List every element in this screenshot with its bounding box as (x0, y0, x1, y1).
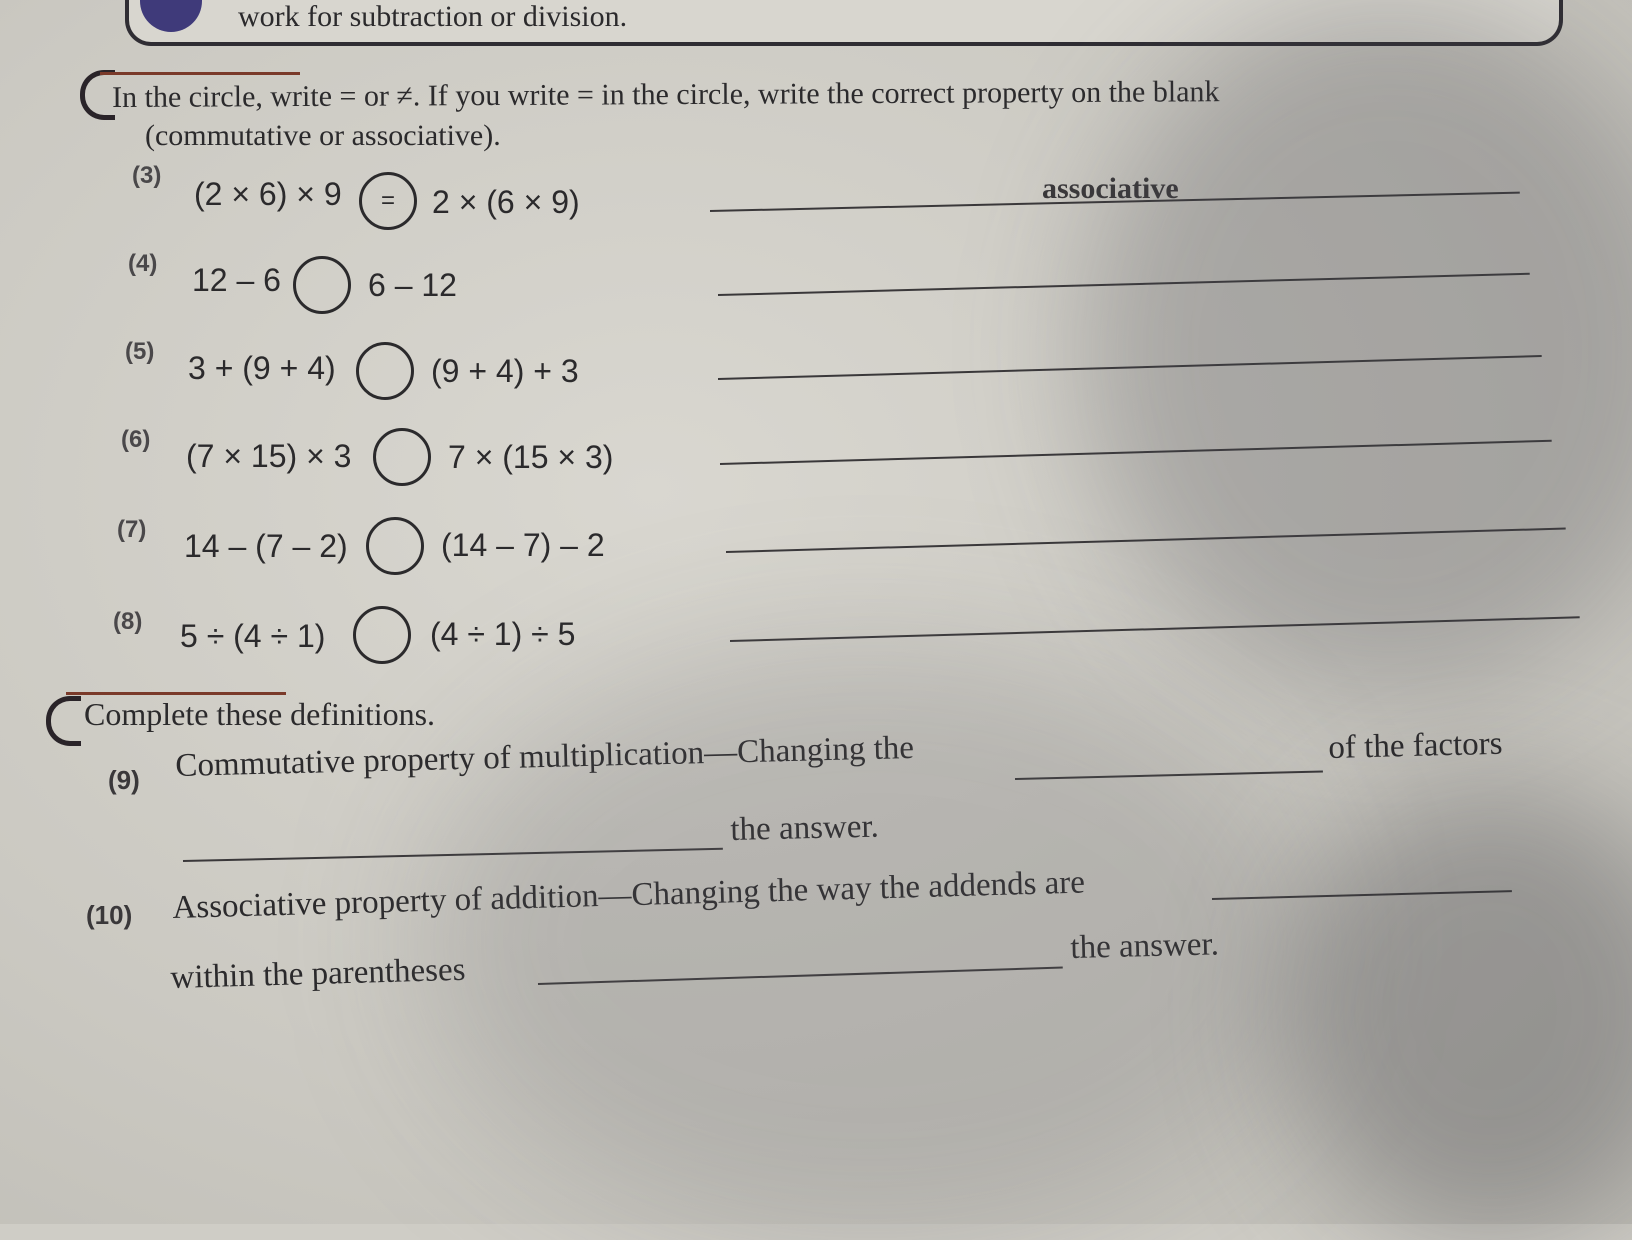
definition-text: Commutative property of multiplication—Changing the (175, 729, 915, 784)
definition-text: the answer. (1070, 926, 1220, 966)
answer-text: associative (1042, 172, 1179, 205)
left-expression: 3 + (9 + 4) (188, 350, 336, 386)
definition-blank[interactable] (183, 848, 723, 862)
section-rule (100, 72, 300, 75)
answer-blank[interactable] (718, 355, 1542, 380)
definition-blank[interactable] (1015, 770, 1323, 780)
item-number: (9) (108, 765, 140, 795)
definition-text: of the factors (1328, 725, 1503, 766)
left-expression: (2 × 6) × 9 (194, 176, 342, 212)
comparison-circle[interactable] (293, 256, 351, 314)
item-number: (5) (125, 338, 155, 365)
answer-blank[interactable] (726, 528, 1566, 553)
section-rule (66, 692, 286, 695)
instruction-line-2: (commutative or associative). (145, 119, 501, 152)
section-bracket-icon (80, 70, 115, 120)
left-expression: 14 – (7 – 2) (184, 528, 348, 564)
definition-text: Associative property of addition—Changing the way the addends are (172, 864, 1086, 926)
answer-blank[interactable] (730, 616, 1580, 642)
item-number: (7) (117, 516, 147, 543)
item-number: (10) (86, 900, 133, 930)
comparison-circle[interactable] (353, 606, 411, 664)
answer-blank[interactable] (718, 273, 1530, 296)
left-expression: 5 ÷ (4 ÷ 1) (180, 618, 326, 654)
left-expression: 12 – 6 (192, 262, 281, 298)
definition-blank[interactable] (1212, 890, 1512, 900)
comparison-circle[interactable] (373, 428, 431, 486)
item-number: (4) (128, 250, 158, 277)
left-expression: (7 × 15) × 3 (186, 438, 352, 474)
answer-blank[interactable] (720, 440, 1552, 465)
comparison-circle[interactable]: = (359, 172, 417, 230)
item-number: (3) (132, 162, 162, 189)
right-expression: 2 × (6 × 9) (432, 184, 580, 220)
comparison-circle[interactable] (356, 342, 414, 400)
shadow-overlay (1280, 780, 1632, 1240)
right-expression: (14 – 7) – 2 (441, 527, 605, 563)
right-expression: (4 ÷ 1) ÷ 5 (430, 616, 576, 652)
definition-blank[interactable] (538, 967, 1063, 985)
definition-text: the answer. (730, 808, 880, 848)
item-number: (6) (121, 426, 151, 453)
comparison-circle[interactable] (366, 517, 424, 575)
section-bracket-icon (46, 696, 81, 746)
definition-text: within the parentheses (170, 951, 466, 996)
item-number: (8) (113, 608, 143, 635)
instruction-line-1: In the circle, write = or ≠. If you write = in the circle, write the correct property on the blank (112, 75, 1220, 114)
right-expression: (9 + 4) + 3 (431, 353, 579, 389)
definitions-instruction: Complete these definitions. (84, 696, 436, 732)
right-expression: 6 – 12 (368, 267, 457, 303)
previous-section-text: work for subtraction or division. (238, 0, 628, 33)
right-expression: 7 × (15 × 3) (448, 439, 614, 475)
